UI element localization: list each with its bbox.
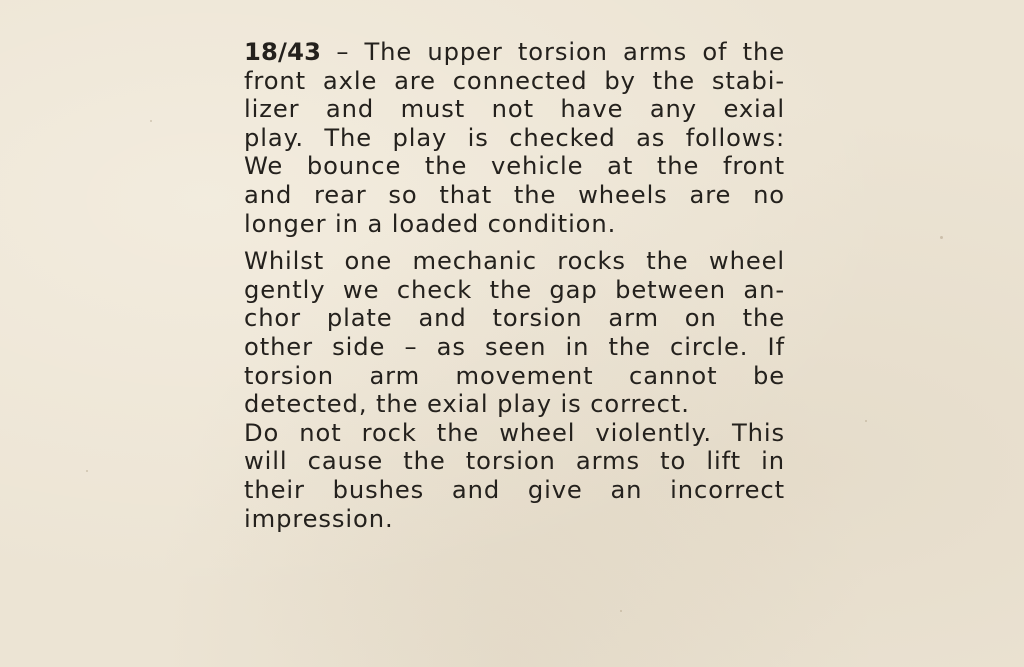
instruction-text-block <box>244 38 785 533</box>
figure-number: 18/43 <box>244 38 322 66</box>
paper-speck <box>620 610 622 612</box>
text-line: detected, the exial play is correct. <box>244 390 690 419</box>
paragraph-stabilizer-play <box>244 38 785 238</box>
text-line: chor plate and torsion arm on the <box>244 304 785 333</box>
text-line: other side – as seen in the circle. If <box>244 332 785 361</box>
paper-speck <box>150 120 152 122</box>
text-line: will cause the torsion arms to lift in <box>244 447 785 476</box>
text-line: front axle are connected by the stabi- <box>244 66 785 95</box>
paragraph-gap-check <box>244 247 785 419</box>
text-line: We bounce the vehicle at the front <box>244 152 785 181</box>
text-line: and rear so that the wheels are no <box>244 180 785 209</box>
text-line: longer in a loaded condition. <box>244 209 617 238</box>
text-line: their bushes and give an incorrect <box>244 475 785 504</box>
paragraph-warning <box>244 419 785 533</box>
text-line-content: – The upper torsion arms of the <box>321 38 785 66</box>
paper-speck <box>940 236 943 239</box>
paper-speck <box>86 470 88 472</box>
text-line: gently we check the gap between an- <box>244 275 785 304</box>
text-line: Do not rock the wheel violently. This <box>244 418 785 447</box>
text-line: lizer and must not have any exial <box>244 95 785 124</box>
text-line <box>244 38 785 67</box>
paper-speck <box>865 420 867 422</box>
text-line: impression. <box>244 504 394 533</box>
paragraph-spacer <box>244 238 785 247</box>
text-line: torsion arm movement cannot be <box>244 361 785 390</box>
text-line: Whilst one mechanic rocks the wheel <box>244 247 785 276</box>
text-line: play. The play is checked as follows: <box>244 123 785 152</box>
